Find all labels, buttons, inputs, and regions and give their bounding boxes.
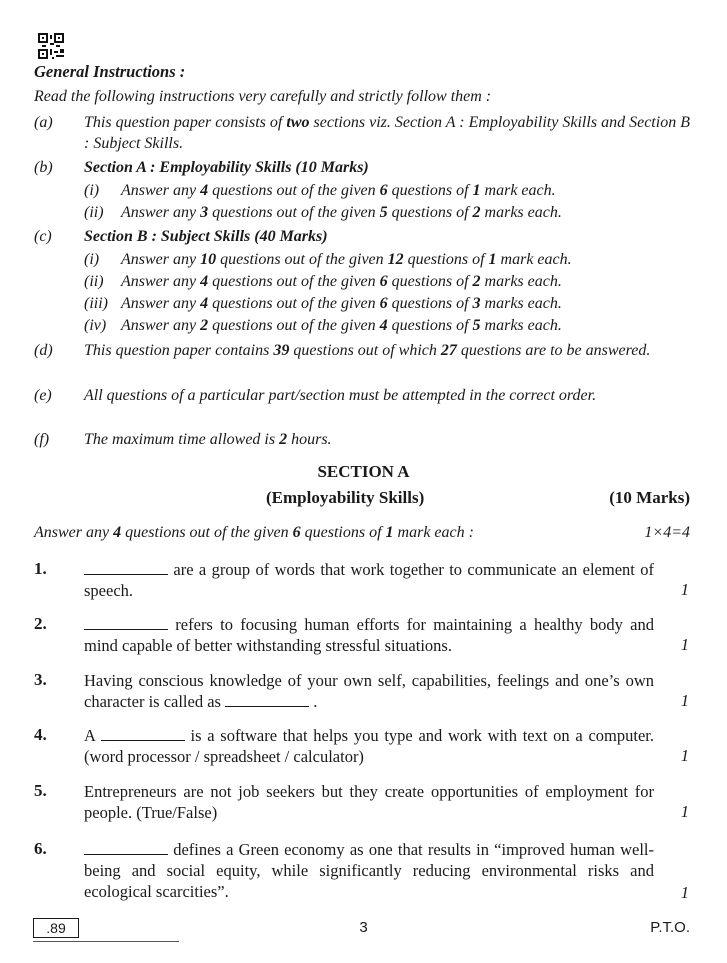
instruction-c-iii-text: Answer any 4 questions out of the given 6 questions of 3 marks each. [121, 295, 562, 312]
instruction-d-label: (d) [34, 342, 53, 359]
question-number: 4. [34, 725, 47, 744]
footer-divider [33, 941, 179, 942]
section-b-heading: Section B : Subject Skills (40 Marks) [84, 228, 328, 245]
question-number: 6. [34, 839, 47, 858]
instruction-b-label: (b) [34, 159, 53, 176]
instructions-intro: Read the following instructions very carefully and strictly follow them : [34, 88, 492, 105]
section-instruction: Answer any 4 questions out of the given 6 questions of 1 mark each : [34, 524, 474, 541]
answer-blank [101, 728, 185, 741]
section-a-heading: Section A : Employability Skills (10 Marks) [84, 159, 369, 176]
answer-blank [225, 694, 309, 707]
instruction-d-text: This question paper contains 39 questions out of which 27 questions are to be answered. [84, 342, 651, 359]
instruction-a-label: (a) [34, 114, 53, 131]
answer-blank [84, 842, 168, 855]
instruction-f-label: (f) [34, 431, 50, 448]
question-mark: 1 [680, 802, 689, 821]
question-mark: 1 [680, 580, 689, 599]
instruction-b-ii-label: (ii) [84, 204, 104, 221]
question-number: 1. [34, 559, 47, 578]
instruction-c-i-label: (i) [84, 251, 100, 268]
instruction-c-ii-label: (ii) [84, 273, 104, 290]
question-mark: 1 [680, 746, 689, 765]
instruction-b-i-text: Answer any 4 questions out of the given 6 questions of 1 mark each. [121, 182, 556, 199]
question-text: defines a Green economy as one that results in “improved human well-being and social equity, while significantly reducing environmental risks and ecological scarcities”. [84, 840, 654, 901]
instruction-c-iii-label: (iii) [84, 295, 108, 312]
question-text: are a group of words that work together to communicate an element of speech. [84, 560, 654, 600]
question-number: 2. [34, 614, 47, 633]
question-mark: 1 [680, 883, 689, 902]
section-subtitle: (Employability Skills) [266, 488, 425, 507]
answer-blank [84, 562, 168, 575]
paper-code-box: .89 [33, 918, 79, 938]
instruction-c-label: (c) [34, 228, 52, 245]
instruction-c-iv-label: (iv) [84, 317, 107, 334]
question-text: refers to focusing human efforts for maintaining a healthy body and mind capable of better withstanding stressful situations. [84, 615, 654, 655]
answer-blank [84, 617, 168, 630]
instruction-b-ii-text: Answer any 3 questions out of the given 5 questions of 2 marks each. [121, 204, 562, 221]
section-instruction-marks: 1×4=4 [644, 524, 690, 541]
section-marks: (10 Marks) [609, 488, 690, 507]
instruction-c-i-text: Answer any 10 questions out of the given 12 questions of 1 mark each. [121, 251, 572, 268]
instruction-b-i-label: (i) [84, 182, 100, 199]
section-title: SECTION A [317, 462, 410, 481]
instruction-e-label: (e) [34, 387, 52, 404]
question-mark: 1 [680, 635, 689, 654]
instruction-a-text: This question paper consists of two sections viz. Section A : Employability Skills and Section B : Subject Skills. [84, 114, 690, 152]
question-text: A is a software that helps you type and work with text on a computer. (word processor / spreadsheet / calculator) [84, 726, 654, 766]
pto-label: P.T.O. [650, 919, 690, 936]
page-number: 3 [359, 919, 368, 936]
question-number: 5. [34, 781, 47, 800]
instruction-c-ii-text: Answer any 4 questions out of the given 6 questions of 2 marks each. [121, 273, 562, 290]
instruction-f-text: The maximum time allowed is 2 hours. [84, 431, 332, 448]
question-text: Having conscious knowledge of your own self, capabilities, feelings and one’s own character is called as . [84, 671, 654, 711]
instruction-c-iv-text: Answer any 2 questions out of the given 4 questions of 5 marks each. [121, 317, 562, 334]
qr-code-icon [38, 33, 64, 59]
question-number: 3. [34, 670, 47, 689]
general-instructions-title: General Instructions : [34, 62, 186, 81]
instruction-e-text: All questions of a particular part/section must be attempted in the correct order. [84, 387, 597, 404]
question-mark: 1 [680, 691, 689, 710]
question-text: Entrepreneurs are not job seekers but they create opportunities of employment for people. (True/False) [84, 782, 654, 822]
